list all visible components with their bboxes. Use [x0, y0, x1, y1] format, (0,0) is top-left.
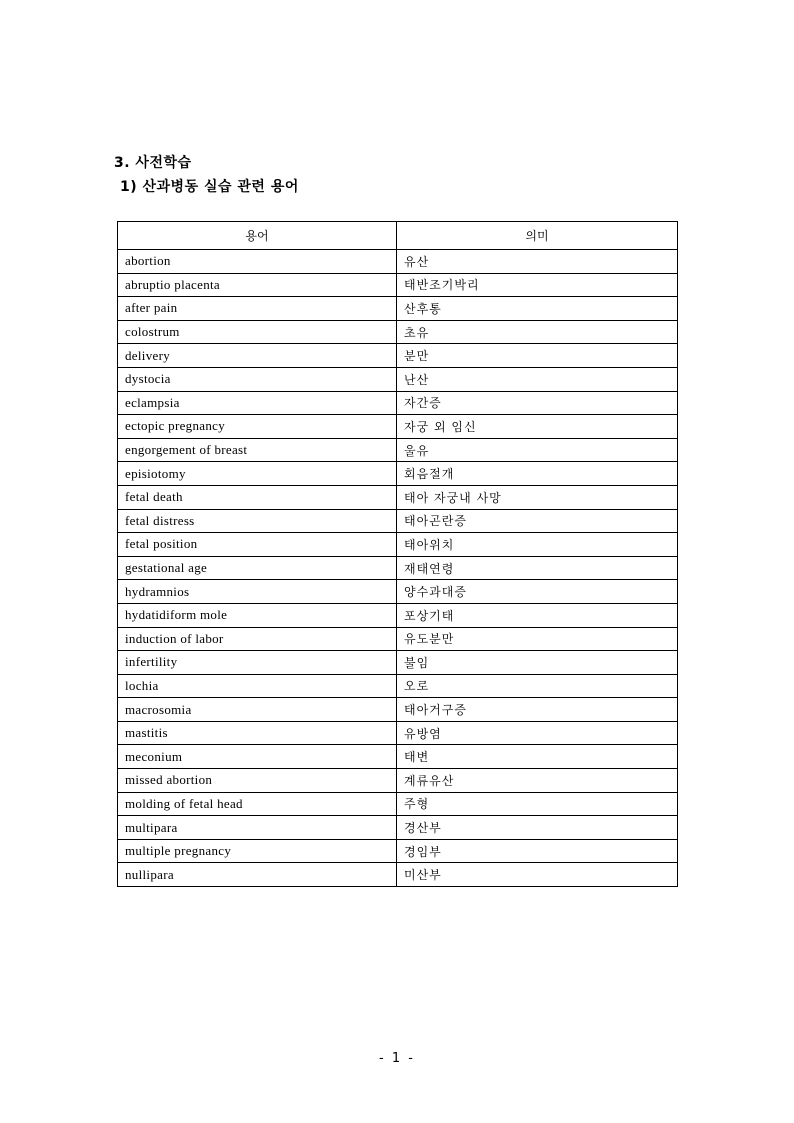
meaning-cell: 태아거구증	[397, 698, 678, 722]
table-row	[118, 273, 678, 297]
term-cell: meconium	[118, 745, 397, 769]
term-cell: hydramnios	[118, 580, 397, 604]
meaning-cell: 주형	[397, 792, 678, 816]
meaning-cell: 초유	[397, 320, 678, 344]
meaning-cell: 경산부	[397, 816, 678, 840]
term-cell: engorgement of breast	[118, 438, 397, 462]
meaning-cell: 분만	[397, 344, 678, 368]
table-row	[118, 438, 678, 462]
meaning-cell: 유방염	[397, 721, 678, 745]
term-cell: hydatidiform mole	[118, 603, 397, 627]
table-row	[118, 509, 678, 533]
meaning-cell: 난산	[397, 367, 678, 391]
table-row	[118, 485, 678, 509]
table-row	[118, 250, 678, 274]
section-title: 3. 사전학습	[114, 155, 192, 171]
meaning-cell: 불임	[397, 651, 678, 675]
term-cell: mastitis	[118, 721, 397, 745]
meaning-cell: 태아위치	[397, 533, 678, 557]
term-cell: after pain	[118, 297, 397, 321]
meaning-cell: 경임부	[397, 839, 678, 863]
term-cell: missed abortion	[118, 769, 397, 793]
meaning-cell: 계류유산	[397, 769, 678, 793]
table-row	[118, 863, 678, 887]
term-cell: infertility	[118, 651, 397, 675]
meaning-cell: 자간증	[397, 391, 678, 415]
table-row	[118, 674, 678, 698]
term-cell: gestational age	[118, 556, 397, 580]
meaning-cell: 자궁 외 임신	[397, 415, 678, 439]
term-cell: fetal distress	[118, 509, 397, 533]
term-cell: abruptio placenta	[118, 273, 397, 297]
term-cell: colostrum	[118, 320, 397, 344]
table-row	[118, 415, 678, 439]
table-header-row	[118, 222, 678, 250]
table-row	[118, 745, 678, 769]
table-row	[118, 556, 678, 580]
table-row	[118, 462, 678, 486]
table-row	[118, 698, 678, 722]
meaning-cell: 유산	[397, 250, 678, 274]
meaning-cell: 태변	[397, 745, 678, 769]
table-row	[118, 792, 678, 816]
meaning-cell: 유도분만	[397, 627, 678, 651]
table-row	[118, 627, 678, 651]
meaning-cell: 회음절개	[397, 462, 678, 486]
term-cell: multiple pregnancy	[118, 839, 397, 863]
page-number: - 1 -	[379, 1051, 415, 1066]
term-cell: lochia	[118, 674, 397, 698]
table-row	[118, 297, 678, 321]
term-cell: delivery	[118, 344, 397, 368]
table-row	[118, 580, 678, 604]
table-row	[118, 651, 678, 675]
meaning-cell: 양수과대증	[397, 580, 678, 604]
term-cell: ectopic pregnancy	[118, 415, 397, 439]
table-row	[118, 367, 678, 391]
table-row	[118, 603, 678, 627]
meaning-cell: 오로	[397, 674, 678, 698]
term-cell: multipara	[118, 816, 397, 840]
table-row	[118, 533, 678, 557]
meaning-cell: 태아곤란증	[397, 509, 678, 533]
table-row	[118, 721, 678, 745]
meaning-cell: 태아 자궁내 사망	[397, 485, 678, 509]
term-cell: fetal position	[118, 533, 397, 557]
term-cell: molding of fetal head	[118, 792, 397, 816]
meaning-cell: 울유	[397, 438, 678, 462]
table-row	[118, 839, 678, 863]
term-cell: macrosomia	[118, 698, 397, 722]
meaning-cell: 포상기태	[397, 603, 678, 627]
term-cell: nullipara	[118, 863, 397, 887]
term-cell: dystocia	[118, 367, 397, 391]
terminology-table	[117, 221, 678, 887]
meaning-cell: 재태연령	[397, 556, 678, 580]
term-cell: induction of labor	[118, 627, 397, 651]
term-cell: abortion	[118, 250, 397, 274]
table-row	[118, 769, 678, 793]
table-row	[118, 320, 678, 344]
table-row	[118, 816, 678, 840]
term-cell: fetal death	[118, 485, 397, 509]
meaning-cell: 미산부	[397, 863, 678, 887]
term-cell: episiotomy	[118, 462, 397, 486]
header-term: 용어	[118, 222, 397, 250]
table-row	[118, 391, 678, 415]
subsection-title: 1) 산과병동 실습 관련 용어	[120, 179, 299, 195]
header-meaning: 의미	[397, 222, 678, 250]
meaning-cell: 산후통	[397, 297, 678, 321]
table-row	[118, 344, 678, 368]
term-cell: eclampsia	[118, 391, 397, 415]
meaning-cell: 태반조기박리	[397, 273, 678, 297]
